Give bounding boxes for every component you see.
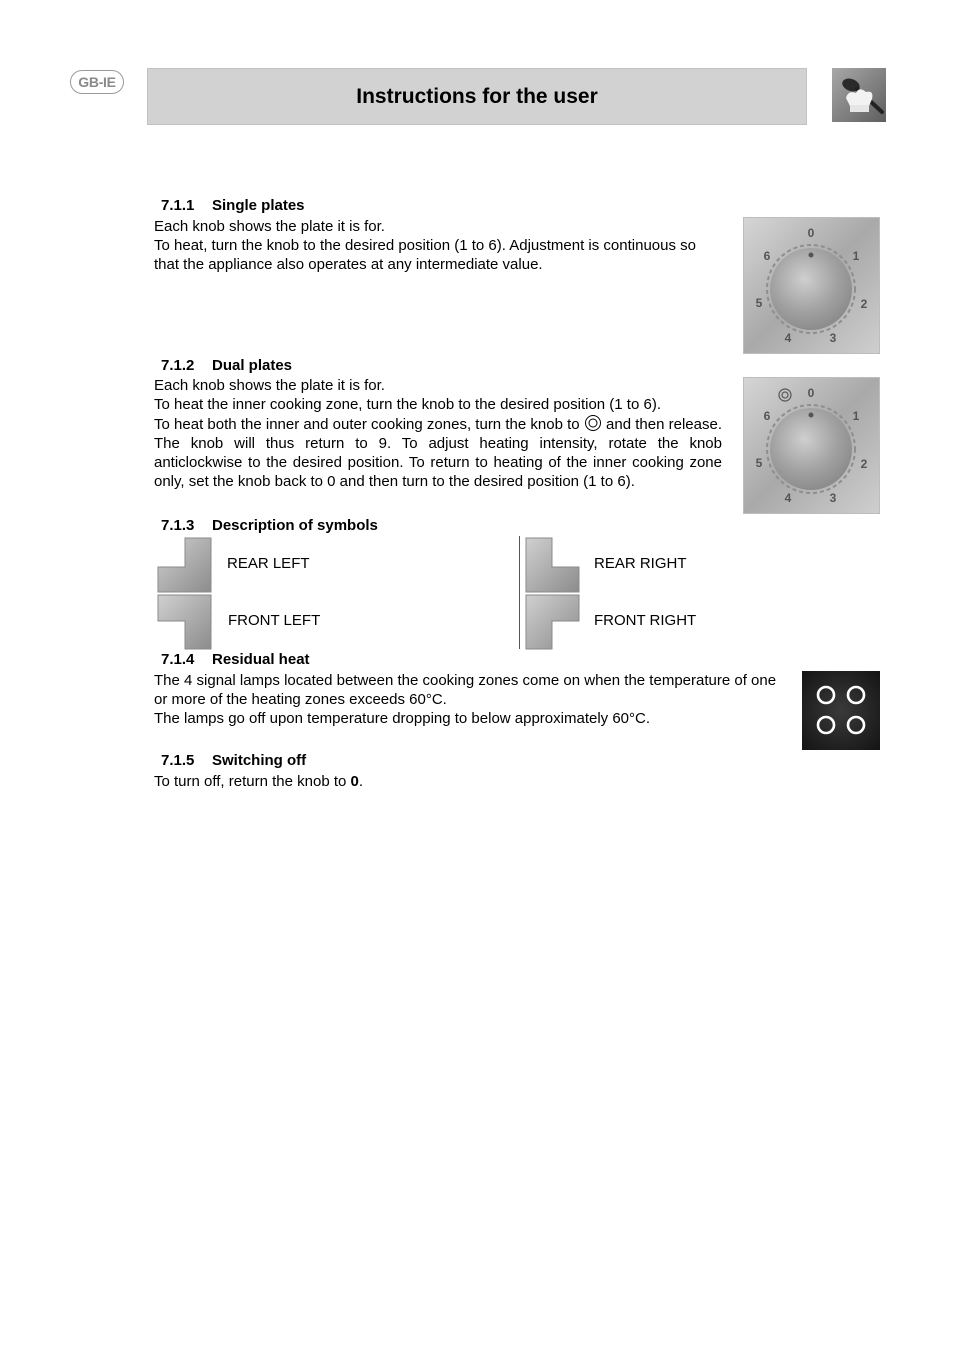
knob-label: 6 xyxy=(763,409,771,423)
knob-label: 1 xyxy=(852,249,860,263)
section-number: 7.1.3 xyxy=(161,517,195,534)
knob-label: 2 xyxy=(860,457,868,471)
section-7-1-5-body xyxy=(154,772,754,791)
section-number: 7.1.5 xyxy=(161,752,195,769)
heading-7-1-3 xyxy=(161,517,378,535)
paragraph-part: and then release. The knob will thus return to 9. To adjust heating intensity, rotate the knob anticlockwise to the desired position. To return to heating of the inner cooking zone only, set the knob back to 0 and then turn to the desired position (1 to 6). xyxy=(154,416,723,490)
knob-label: 0 xyxy=(807,386,815,400)
paragraph: The lamps go off upon temperature dropping to below approximately 60°C. xyxy=(154,710,651,727)
section-title: Dual plates xyxy=(212,357,293,374)
front-left-label: FRONT LEFT xyxy=(228,612,321,629)
paragraph: Each knob shows the plate it is for. xyxy=(154,218,385,235)
rear-right-symbol-icon xyxy=(525,537,580,593)
section-7-1-4-body xyxy=(154,671,782,728)
section-title: Description of symbols xyxy=(212,517,378,534)
rear-left-symbol-icon xyxy=(157,537,212,593)
heading-7-1-4 xyxy=(161,651,310,669)
section-number: 7.1.4 xyxy=(161,651,195,668)
paragraph-part: . xyxy=(358,773,364,790)
paragraph: The 4 signal lamps located between the cooking zones come on when the temperature of one or more of the heating zones exceeds 60°C. xyxy=(154,672,777,708)
knob-label: 0 xyxy=(807,226,815,240)
dual-knob-illustration xyxy=(743,377,880,514)
knob-label: 3 xyxy=(829,331,837,345)
paragraph: To heat, turn the knob to the desired position (1 to 6). Adjustment is continuous so that the appliance also operates at any intermediate value. xyxy=(154,237,696,273)
paragraph xyxy=(154,414,722,491)
rear-right-label: REAR RIGHT xyxy=(594,555,687,572)
knob-label: 5 xyxy=(755,456,763,470)
paragraph xyxy=(154,772,754,791)
section-number: 7.1.2 xyxy=(161,357,195,374)
chef-spoon-icon xyxy=(832,68,886,122)
page-title-text: Instructions for the user xyxy=(356,84,598,108)
knob-label: 3 xyxy=(829,491,837,505)
heading-7-1-2 xyxy=(161,357,292,375)
signal-lamps-icon xyxy=(802,671,880,750)
symbol-divider xyxy=(519,536,520,649)
single-knob-illustration xyxy=(743,217,880,354)
section-number: 7.1.1 xyxy=(161,197,195,214)
section-title: Single plates xyxy=(212,197,305,214)
paragraph: Each knob shows the plate it is for. xyxy=(154,377,385,394)
paragraph-part: To heat both the inner and outer cooking zones, turn the knob to xyxy=(154,416,580,433)
knob-label: 6 xyxy=(763,249,771,263)
knob-label: 5 xyxy=(755,296,763,310)
knob-label: 4 xyxy=(784,331,792,345)
knob-label: 4 xyxy=(784,491,792,505)
region-badge: GB-IE xyxy=(70,70,124,94)
knob-label: 2 xyxy=(860,297,868,311)
front-left-symbol-icon xyxy=(157,594,212,650)
paragraph: To heat the inner cooking zone, turn the knob to the desired position (1 to 6). xyxy=(154,396,661,413)
section-7-1-1-body xyxy=(154,217,722,274)
section-title: Residual heat xyxy=(212,651,310,668)
zero-position: 0 xyxy=(350,773,359,790)
section-7-1-2-body xyxy=(154,376,722,491)
paragraph-part: To turn off, return the knob to xyxy=(154,773,347,790)
heading-7-1-1 xyxy=(161,197,305,215)
page-title xyxy=(147,68,807,125)
section-title: Switching off xyxy=(212,752,307,769)
front-right-label: FRONT RIGHT xyxy=(594,612,697,629)
heading-7-1-5 xyxy=(161,752,306,770)
rear-left-label: REAR LEFT xyxy=(227,555,310,572)
knob-label: 1 xyxy=(852,409,860,423)
dual-zone-symbol-icon xyxy=(584,414,602,432)
front-right-symbol-icon xyxy=(525,594,580,650)
